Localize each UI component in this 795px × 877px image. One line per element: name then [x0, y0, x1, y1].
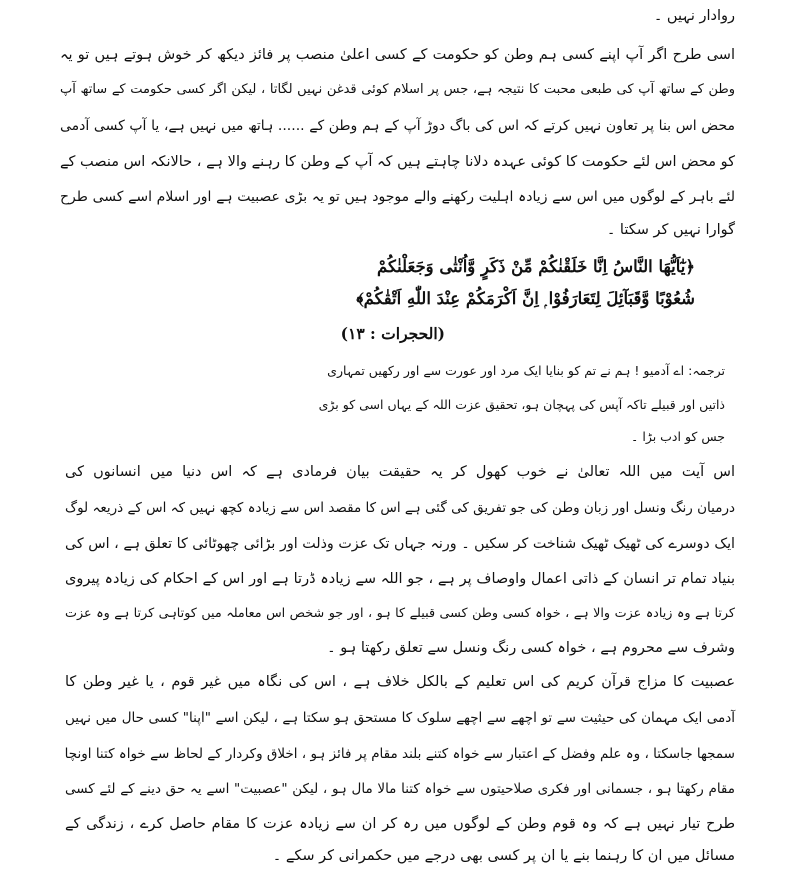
para2-line-5: کرتا ہے وہ زیادہ عزت والا ہے ، خواہ کسی وطن کسی قبیلے کا ہو ، اور جو شخص اس معاملہ میں کوتاہی کرتا ہے وہ عزت — [65, 606, 735, 621]
para1-line-3: محض اس بنا پر تعاون نہیں کرتے کہ اس کی باگ دوڑ آپ کے ہم وطن کے ...... ہاتھ میں نہیں ہے، یا آپ کسی آدمی — [60, 118, 735, 134]
para3-line-5: طرح تیار نہیں ہے کہ وہ قوم وطن کے لوگوں میں رہ کر ان سے زیادہ عزت کا مقام حاصل کرے ، زندگی کے — [65, 816, 735, 832]
ayah-line-1: ﴿يٰٓاَيُّهَا النَّاسُ اِنَّا خَلَقْنٰكُمْ مِّنْ ذَكَرٍ وَّاُنْثٰى وَجَعَلْنٰكُمْ — [376, 257, 695, 276]
translation-line-3: جس کو ادب بڑا ۔ — [631, 429, 725, 444]
ayah-line-2: شُعُوْبًا وَّقَبَآئِلَ لِتَعَارَفُوْا ۭ اِنَّ اَكْرَمَكُمْ عِنْدَ اللّٰهِ اَتْقٰكُمْ﴾ — [356, 289, 695, 308]
para3-line-6: مسائل میں ان کا رہنما بنے یا ان پر کسی بھی درجے میں حکمرانی کر سکے ۔ — [272, 848, 735, 864]
opening-line: روادار نہیں ۔ — [653, 8, 735, 24]
para1-line-1: اسی طرح اگر آپ اپنے کسی ہم وطن کو حکومت کے کسی اعلیٰ منصب پر فائز دیکھ کر خوش ہوتے ہیں تو یہ — [60, 47, 735, 63]
ayah-reference: (الحجرات : ۱۳) — [340, 324, 445, 343]
para3-line-2: آدمی ایک مہمان کی حیثیت سے تو اچھے سے اچھے سلوک کا مستحق ہو سکتا ہے ، لیکن اسے "اپنا" کسی حال میں نہیں — [65, 710, 735, 726]
translation-line-2: ذاتیں اور قبیلے تاکہ آپس کی پہچان ہو، تحقیق عزت اللہ کے یہاں اسی کو بڑی — [318, 397, 725, 412]
para2-line-3: ایک دوسرے کی ٹھیک ٹھیک شناخت کر سکیں ۔ ورنہ جہاں تک عزت وذلت اور بڑائی چھوٹائی کا تعلق ہے ، اس کی — [65, 536, 735, 552]
para2-line-2: درمیان رنگ ونسل اور زبان وطن کی جو تفریق کی گئی ہے اس کا مقصد اس سے زیادہ کچھ نہیں کہ اس کے ذریعہ لوگ — [65, 500, 735, 516]
para2-line-6: وشرف سے محروم ہے ، خواہ کسی رنگ ونسل سے تعلق رکھتا ہو ۔ — [327, 640, 735, 656]
para1-line-2: وطن کے ساتھ آپ کی طبعی محبت کا نتیجہ ہے، جس پر اسلام کوئی قدغن نہیں لگاتا ، لیکن اگر کسی حکومت کے ساتھ آپ — [60, 82, 735, 97]
para2-line-4: بنیاد تمام تر انسان کے ذاتی اعمال واوصاف پر ہے ، جو اللہ سے زیادہ ڈرتا ہے اور اس کے احکام کی زیادہ پیروی — [65, 571, 735, 587]
para3-line-4: مقام رکھتا ہو ، جسمانی اور فکری صلاحیتوں سے خواہ کتنا مالا مال ہو ، لیکن "عصبیت" اسے یہ حق دینے کے لئے کسی — [65, 781, 735, 797]
para1-line-6: گوارا نہیں کر سکتا ۔ — [606, 222, 735, 238]
translation-line-1: ترجمہ: اے آدمیو ! ہم نے تم کو بنایا ایک مرد اور عورت سے اور رکھیں تمہاری — [327, 363, 725, 378]
para1-line-5: لئے باہر کے لوگوں میں اس سے زیادہ اہلیت رکھنے والے موجود ہیں تو یہ بڑی عصبیت ہے اور اسلام اسے کسی طرح — [60, 189, 735, 205]
para3-line-1: عصبیت کا مزاج قرآن کریم کی اس تعلیم کے بالکل خلاف ہے ، اس کی نگاہ میں غیر قوم ، یا غیر وطن کا — [65, 674, 735, 690]
para2-line-1: اس آیت میں اللہ تعالیٰ نے خوب کھول کر یہ حقیقت بیان فرمادی ہے کہ اس دنیا میں انسانوں کی — [65, 464, 735, 480]
para1-line-4: کو محض اس لئے حکومت کا کوئی عہدہ دلانا چاہتے ہیں کہ آپ کے وطن کا رہنے والا ہے ، حالانکہ اس منصب کے — [60, 154, 735, 170]
para3-line-3: سمجھا جاسکتا ، وہ علم وفضل کے اعتبار سے خواہ کتنے بلند مقام پر فائز ہو ، اخلاق وکردار کے لحاظ سے خواہ کتنا اونچا — [64, 746, 735, 762]
